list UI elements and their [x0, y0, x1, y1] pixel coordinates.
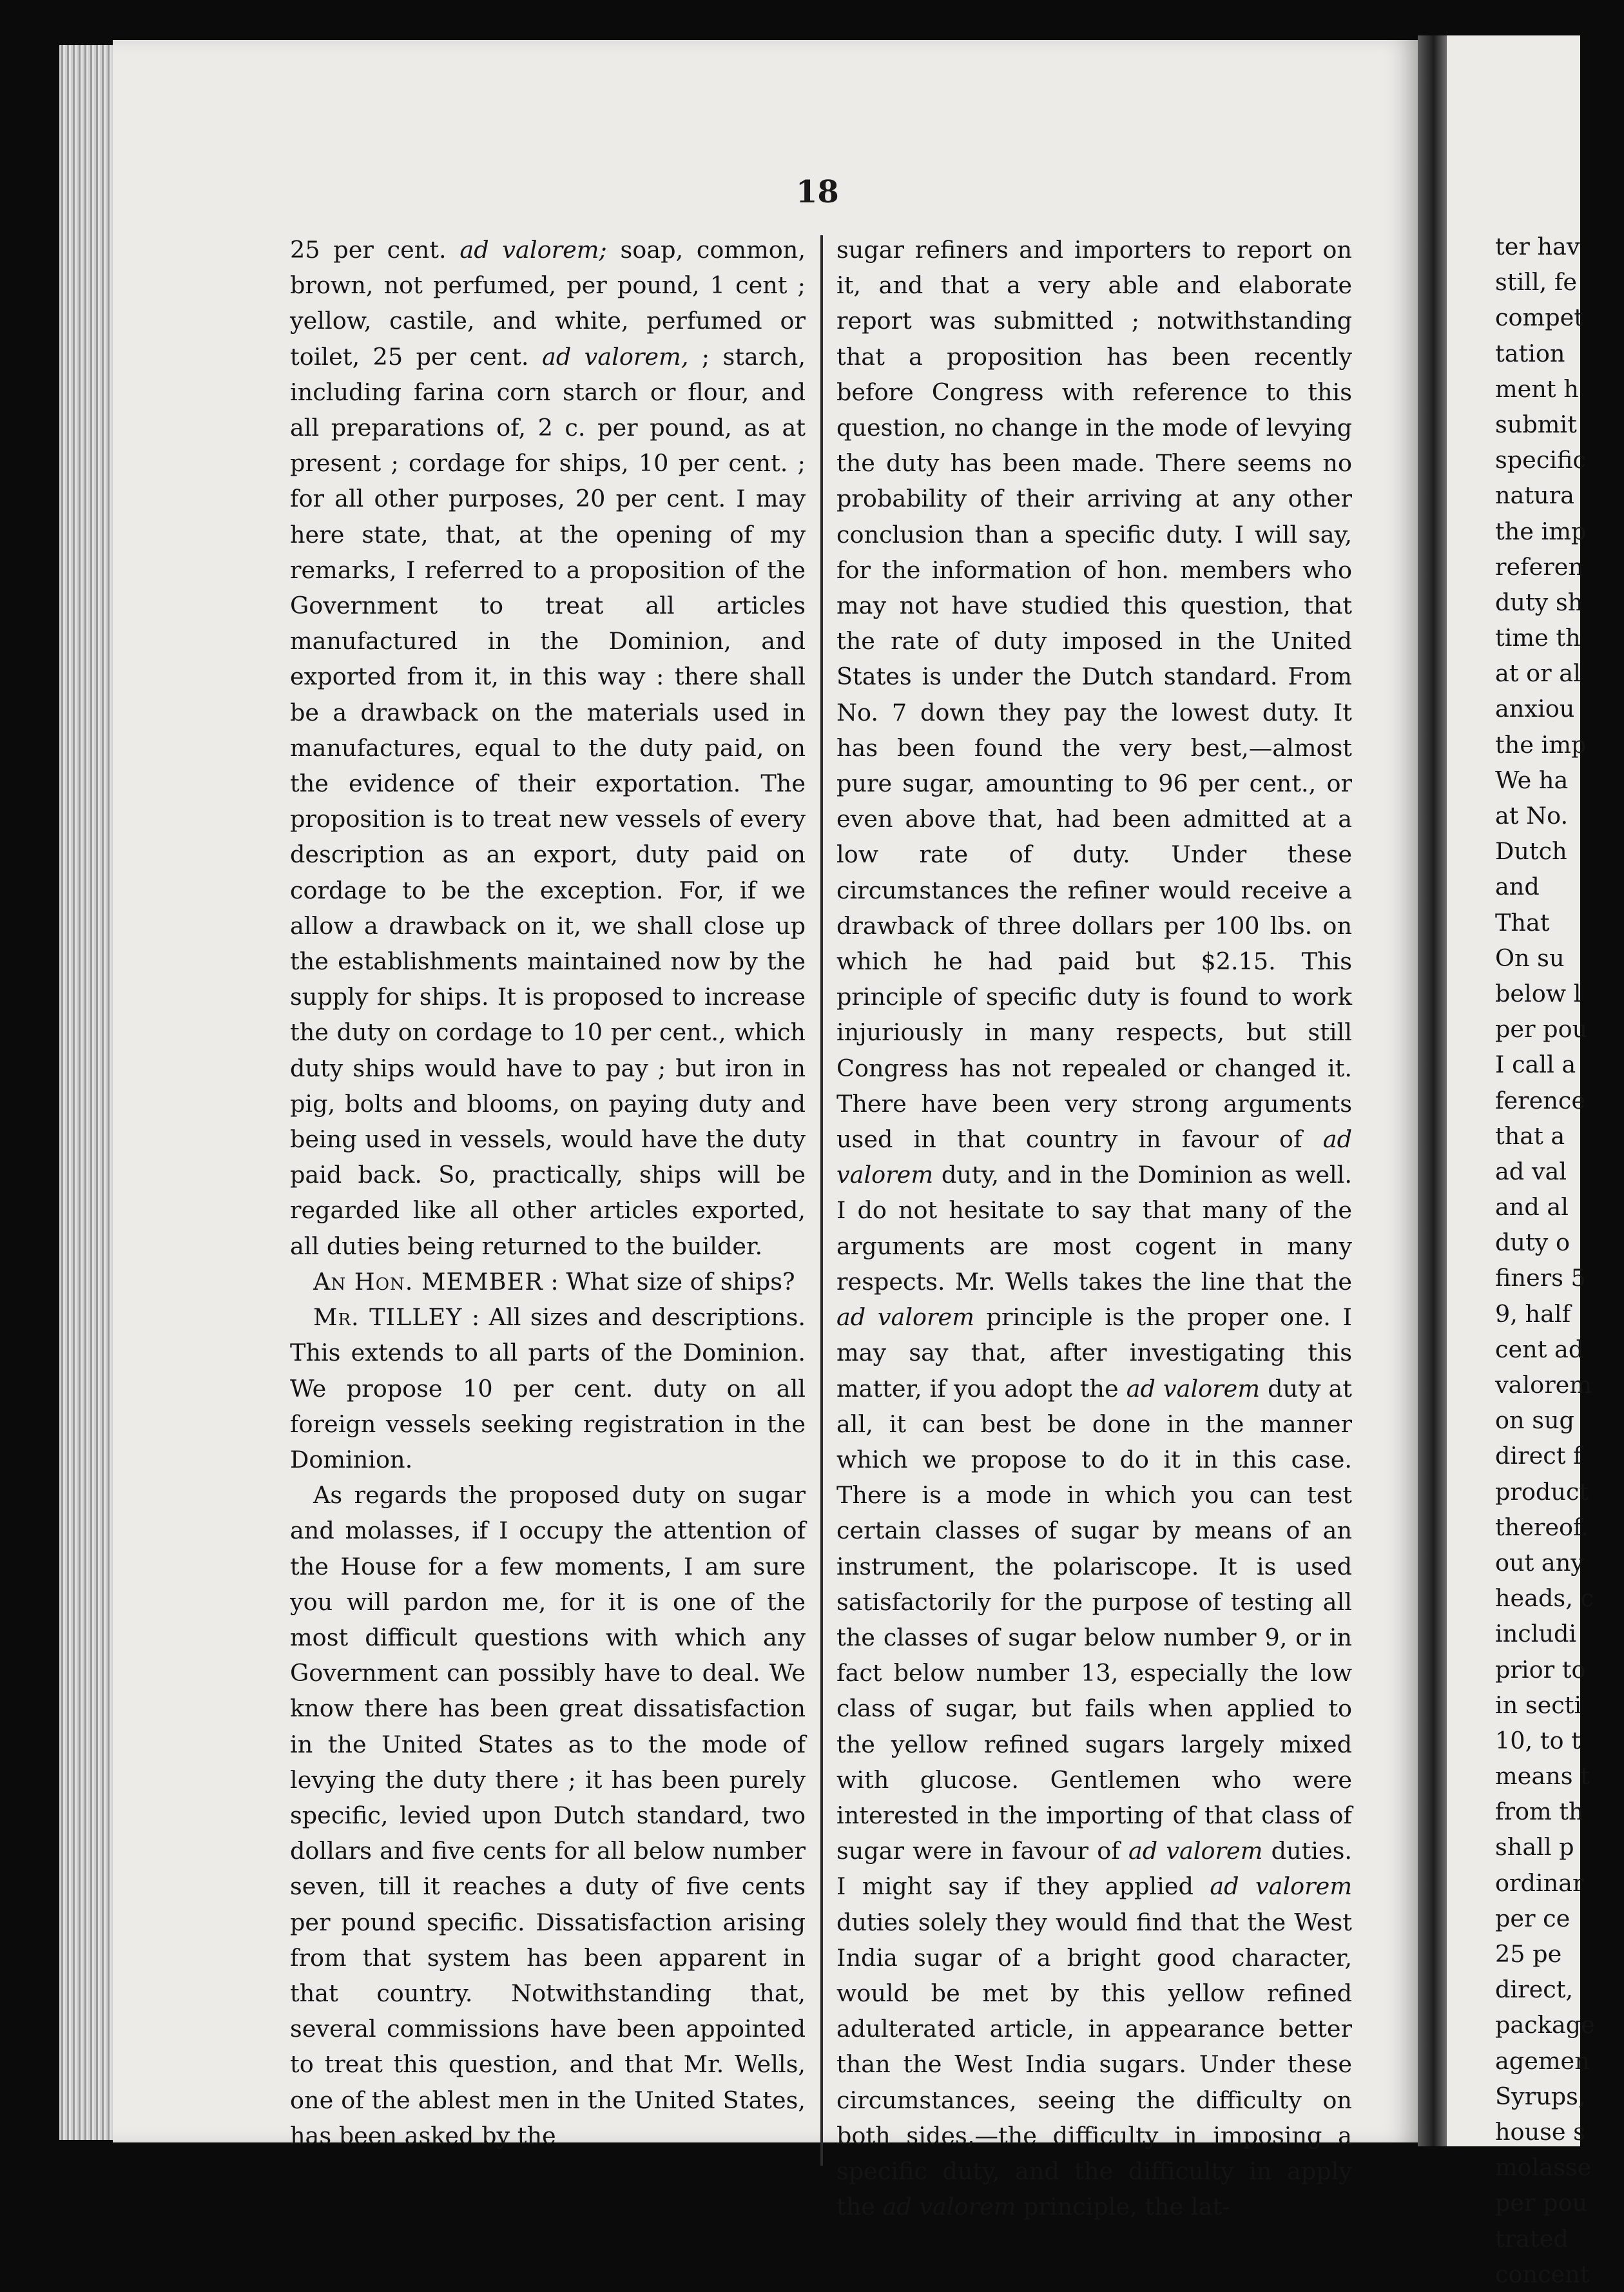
speaker-name: Mr. TILLEY	[313, 1303, 463, 1332]
speaker-name: An Hon. MEMBER	[313, 1267, 543, 1296]
next-page-line: heads, c	[1495, 1584, 1594, 1613]
next-page-line: in secti	[1495, 1691, 1582, 1719]
right-text-column	[836, 232, 1352, 2224]
next-page-line: valorem	[1495, 1371, 1592, 1399]
book-gutter	[1418, 35, 1447, 2146]
next-page-line: 9, half	[1495, 1299, 1571, 1328]
paragraph	[290, 1264, 806, 1299]
next-page-line: anxiou	[1495, 695, 1575, 723]
next-page-line: referen	[1495, 552, 1584, 581]
next-page-line: time th	[1495, 624, 1581, 652]
next-page	[1447, 35, 1595, 2288]
next-page-line: trated	[1495, 2224, 1569, 2253]
italic-phrase: ad valorem;	[459, 236, 607, 264]
next-page-line: Dutch	[1495, 837, 1567, 866]
next-page-line: per ce	[1495, 1904, 1571, 1932]
text-run: sugar refiners and importers to report on it, and that a very able and elaborate report was submitted ; notwithstanding that a proposition has been recently before Congress with reference to this question, no change in the mode of levying the duty has been made. There seems no probability of their arriving at any other conclusion than a specific duty. I will say, for the information of hon. members who may not have studied this question, that the rate of duty imposed in the United States is under the Dutch standard. From No. 7 down they pay the lowest duty. It has been found the very best,—almost pure sugar, amounting to 96 per cent., or even above that, had been admitted at a low rate of duty. Under these circumstances the refiner would receive a drawback of three dollars per 100 lbs. on which he had paid but $2.15. This principle of specific duty is found to work injuriously in many respects, but still Congress has not repealed or changed it. There have been very strong arguments used in that country in favour of	[836, 236, 1352, 1154]
paragraph	[290, 232, 806, 1264]
text-run: ; starch, including farina corn starch or flour, and all preparations of, 2 c. per pound, as at present ; cordage for ships, 10 per cent. ; for all other purposes, 20 per cent. I may here state, that, at the opening of my remarks, I referred to a proposition of the Government to treat all articles manufactured in the Dominion, and exported from it, in this way : there shall be a drawback on the materials used in manufactures, equal to the duty paid, on the evidence of their exportation. The proposition is to treat new vessels of every description as an export, duty paid on cordage to be the exception. For, if we allow a drawback on it, we shall close up the establishments maintained now by the supply for ships. It is proposed to increase the duty on cordage to 10 per cent., which duty ships would have to pay ; but iron in pig, bolts and blooms, on paying duty and being used in vessels, would have the duty paid back. So, practically, ships will be regarded like all other articles exported, all duties being returned to the builder.	[290, 342, 806, 1260]
next-page-line: Syrups,	[1495, 2082, 1586, 2110]
next-page-line: ference	[1495, 1086, 1586, 1114]
italic-phrase: ad valorem	[1126, 1374, 1261, 1403]
text-run: : What size of ships?	[543, 1267, 795, 1296]
next-page-line: that a	[1495, 1122, 1565, 1150]
text-run: duties solely they would find that the West India sugar of a bright good character, would be met by this yellow refined adulterated article, in appearance better than the West India sugars. Under these circumstances, seeing the difficulty on both sides,—the difficulty in imposing a specific duty, and the difficulty in apply the	[836, 1908, 1352, 2221]
next-page-line: below l	[1495, 979, 1581, 1007]
next-page-line: includi	[1495, 1620, 1577, 1648]
next-page-line: cent ad	[1495, 1335, 1584, 1363]
text-run: soap, common, brown, not perfumed, per pound, 1 cent ; yellow, castile, and white, perfumed or toilet, 25 per cent.	[290, 236, 806, 371]
next-page-line: ordinar	[1495, 1869, 1584, 1897]
next-page-line: at or al	[1495, 659, 1581, 688]
next-page-line: 25 pe	[1495, 1940, 1562, 1968]
next-page-line: on sug	[1495, 1406, 1574, 1435]
page-number: 18	[796, 174, 839, 210]
next-page-line: molasse	[1495, 2153, 1592, 2182]
next-page-line: from th	[1495, 1798, 1584, 1826]
next-page-line: compet	[1495, 304, 1583, 332]
next-page-line: ad val	[1495, 1157, 1567, 1185]
italic-phrase: ad valorem	[836, 1125, 1352, 1189]
next-page-line: duty o	[1495, 1229, 1570, 1257]
next-page-line: shall p	[1495, 1833, 1574, 1861]
next-page-line: package	[1495, 2011, 1595, 2039]
text-run: As regards the proposed duty on sugar and molasses, if I occupy the attention of the House for a few moments, I am sure you will pardon me, for it is one of the most difficult questions with which any Government can possibly have to deal. We know there has been great dissatisfaction in the United States as to the mode of levying the duty there ; it has been purely specific, levied upon Dutch standard, two dollars and five cents for all below number seven, till it reaches a duty of five cents per pound specific. Dissatisfaction arising from that system has been apparent in that country. Notwithstanding that, several commissions have been appointed to treat this question, and that Mr. Wells, one of the ablest men in the United States, has been asked by the	[290, 1481, 806, 2150]
italic-phrase: ad valorem	[1128, 1837, 1263, 1865]
next-page-line: still, fe	[1495, 268, 1578, 296]
paragraph	[290, 1477, 806, 2153]
text-run: 25 per cent.	[290, 236, 460, 264]
next-page-line: house s	[1495, 2117, 1585, 2146]
text-run: duty, and in the Dominion as well. I do not hesitate to say that many of the arguments are most cogent in many respects. Mr. Wells takes the line that the	[836, 1161, 1352, 1296]
next-page-line: concent	[1495, 2260, 1590, 2288]
next-page-line: direct,	[1495, 1976, 1574, 2004]
next-page-line: tation	[1495, 339, 1565, 367]
next-page-line: specific	[1495, 446, 1586, 474]
next-page-line: prior to	[1495, 1655, 1586, 1684]
next-page-line: We ha	[1495, 766, 1569, 794]
paragraph	[290, 1299, 806, 1477]
next-page-line: I call a	[1495, 1051, 1576, 1079]
next-page-line: product	[1495, 1477, 1589, 1506]
next-page-line: thereof.	[1495, 1513, 1589, 1541]
next-page-line: That	[1495, 908, 1550, 937]
next-page-line: ment h	[1495, 374, 1579, 403]
paragraph	[836, 232, 1352, 2224]
next-page-line: finers 5	[1495, 1264, 1586, 1292]
text-run: : All sizes and descriptions. This extends to all parts of the Dominion. We propose 10 per cent. duty on all foreign vessels seeking registration in the Dominion.	[290, 1303, 806, 1473]
text-run: principle, the lat-	[1016, 2193, 1230, 2221]
italic-phrase: ad valorem	[882, 2193, 1016, 2221]
next-page-line: natura	[1495, 481, 1574, 510]
text-run: duties. I might say if they applied	[836, 1837, 1352, 1901]
next-page-line: and al	[1495, 1193, 1569, 1221]
next-page-line: out any	[1495, 1548, 1584, 1577]
text-run: principle is the proper one. I may say that, after investigating this matter, if you adopt the	[836, 1303, 1353, 1403]
next-page-line: the imp	[1495, 730, 1587, 759]
next-page-line: ter hav	[1495, 233, 1580, 260]
column-divider	[820, 235, 823, 2166]
next-page-line: direct f	[1495, 1442, 1582, 1470]
next-page-line: per pou	[1495, 1015, 1588, 1044]
left-text-column	[290, 232, 806, 2153]
next-page-text-fragments	[1495, 229, 1624, 2292]
text-run: duty at all, it can best be done in the manner which we propose to do it in this case. There is a mode in which you can test certain classes of sugar by means of an instrument, the polariscope. It is used satisfactorily for the purpose of testing all the classes of sugar below number 9, or in fact below number 13, especially the low class of sugar, but fails when applied to the yellow refined sugars largely mixed with glucose. Gentlemen who were interested in the importing of that class of sugar were in favour of	[836, 1374, 1353, 1865]
next-page-line: and	[1495, 873, 1540, 901]
italic-phrase: ad valorem,	[542, 342, 689, 371]
italic-phrase: ad valorem	[836, 1303, 974, 1332]
next-page-line: On su	[1495, 944, 1565, 972]
next-page-line: at No.	[1495, 802, 1569, 830]
next-page-line: 10, to t	[1495, 1726, 1581, 1754]
next-page-line: agemen	[1495, 2046, 1590, 2075]
next-page-line: means t	[1495, 1762, 1590, 1791]
italic-phrase: ad valorem	[1210, 1872, 1353, 1901]
next-page-line: per pou	[1495, 2189, 1588, 2217]
next-page-line: submit	[1495, 410, 1577, 438]
next-page-line: the imp	[1495, 517, 1587, 545]
next-page-line: duty sh	[1495, 588, 1583, 616]
